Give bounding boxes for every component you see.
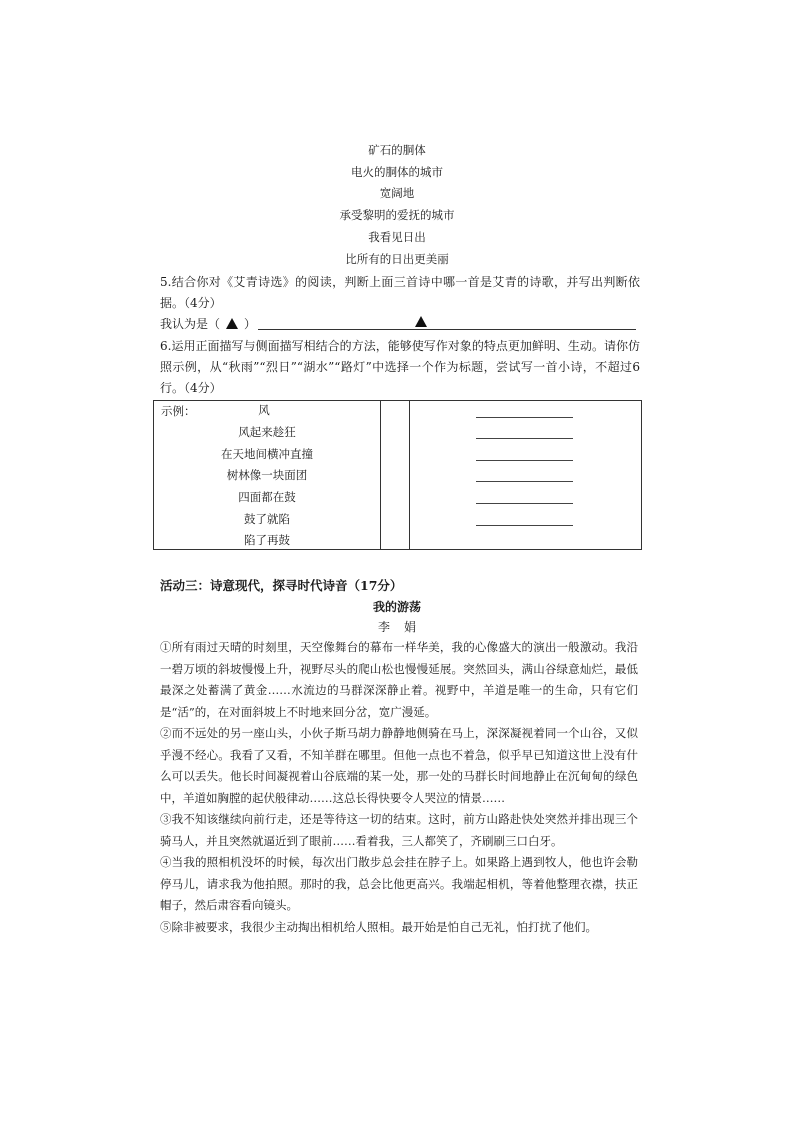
triangle-icon <box>226 318 238 329</box>
answer-blank-line[interactable] <box>476 460 573 461</box>
answer-prefix: 我认为是（ <box>160 317 221 331</box>
example-label: 示例： <box>161 404 196 418</box>
answer-blank-line[interactable] <box>258 329 636 330</box>
answer-blank-line[interactable] <box>476 438 573 439</box>
answer-blank-line[interactable] <box>476 503 573 504</box>
essay-paragraph: ⑤除非被要求，我很少主动掏出相机给人照相。最开始是怕自己无礼，怕打扰了他们。 <box>160 920 597 934</box>
essay-title: 我的游荡 <box>372 600 421 614</box>
essay-paragraph: ④当我的照相机没坏的时候，每次出门散步总会挂在脖子上。如果路上遇到牧人，他也许会勒停马儿，请求我为他拍照。那时的我，总会比他更高兴。我端起相机，等着他整理衣襟，扶正帽子，然后肃容看向镜头。 <box>160 855 638 912</box>
question-6-text: 6.运用正面描写与侧面描写相结合的方法，能够使写作对象的特点更加鲜明、生动。请你仿照示例，从“秋雨”“烈日”“湖水”“路灯”中选择一个作为标题，尝试写一首小诗，不超过6行。（4分） <box>160 339 640 395</box>
answer-blank-line[interactable] <box>476 525 573 526</box>
triangle-icon <box>415 316 427 327</box>
poem-line: 矿石的胴体 <box>368 143 426 157</box>
example-line: 风起来趁狂 <box>238 425 296 439</box>
essay-paragraph: ③我不知该继续向前行走，还是等待这一切的结束。这时，前方山路赴快处突然并排出现三个骑马人，并且突然就逼近到了眼前……看着我，三人都笑了，齐刷刷三口白牙。 <box>160 812 638 848</box>
activity-title: 活动三：诗意现代，探寻时代诗音（17分） <box>160 578 403 593</box>
question-5-text: 5.结合你对《艾青诗选》的阅读，判断上面三首诗中哪一首是艾青的诗歌，并写出判断依据。（4分） <box>160 275 640 310</box>
answer-blank-line[interactable] <box>476 481 573 482</box>
example-line: 陷了再鼓 <box>244 533 290 547</box>
answer-close: ） <box>244 317 257 331</box>
poem-line: 电火的胴体的城市 <box>351 165 443 179</box>
essay-author: 李娟 <box>377 620 430 634</box>
example-title: 风 <box>258 403 270 417</box>
essay-paragraph: ②而不远处的另一座山头，小伙子斯马胡力静静地侧骑在马上，深深凝视着同一个山谷，又似乎漫不经心。我看了又看，不知羊群在哪里。但他一点也不着急，似乎早已知道这世上没有什么可以丢失。他长时间凝视着山谷底端的某一处，那一处的马群长时间地静止在沉甸甸的绿色中，羊道如胸膛的起伏般律动……这总长得快要令人哭泣的情景…… <box>160 726 638 805</box>
spacer-cell <box>381 401 410 550</box>
answer-blank-line[interactable] <box>476 417 573 418</box>
example-cell <box>154 401 381 550</box>
answer-cell[interactable] <box>410 401 642 550</box>
example-line: 四面都在鼓 <box>238 490 296 504</box>
example-line: 鼓了就陷 <box>244 512 290 526</box>
example-line: 在天地间横冲直撞 <box>221 447 313 461</box>
example-line: 树林像一块面团 <box>226 468 308 482</box>
question-5-answer-row <box>160 314 636 334</box>
example-table <box>153 400 642 550</box>
poem-line: 宽阔地 <box>379 186 415 200</box>
essay-paragraph: ①所有雨过天晴的时刻里，天空像舞台的幕布一样华美，我的心像盛大的演出一般激动。我沿一碧万顷的斜坡慢慢上升，视野尽头的爬山松也慢慢延展。突然回头，满山谷绿意灿烂，最低最深之处蓄满了黄金……水流边的马群深深静止着。视野中，羊道是唯一的生命，只有它们是“活”的，在对面斜坡上不时地来回分岔，宽广漫延。 <box>160 640 638 719</box>
poem-line: 比所有的日出更美丽 <box>345 252 449 266</box>
poem-line: 承受黎明的爱抚的城市 <box>339 208 455 222</box>
poem-line: 我看见日出 <box>368 230 426 244</box>
